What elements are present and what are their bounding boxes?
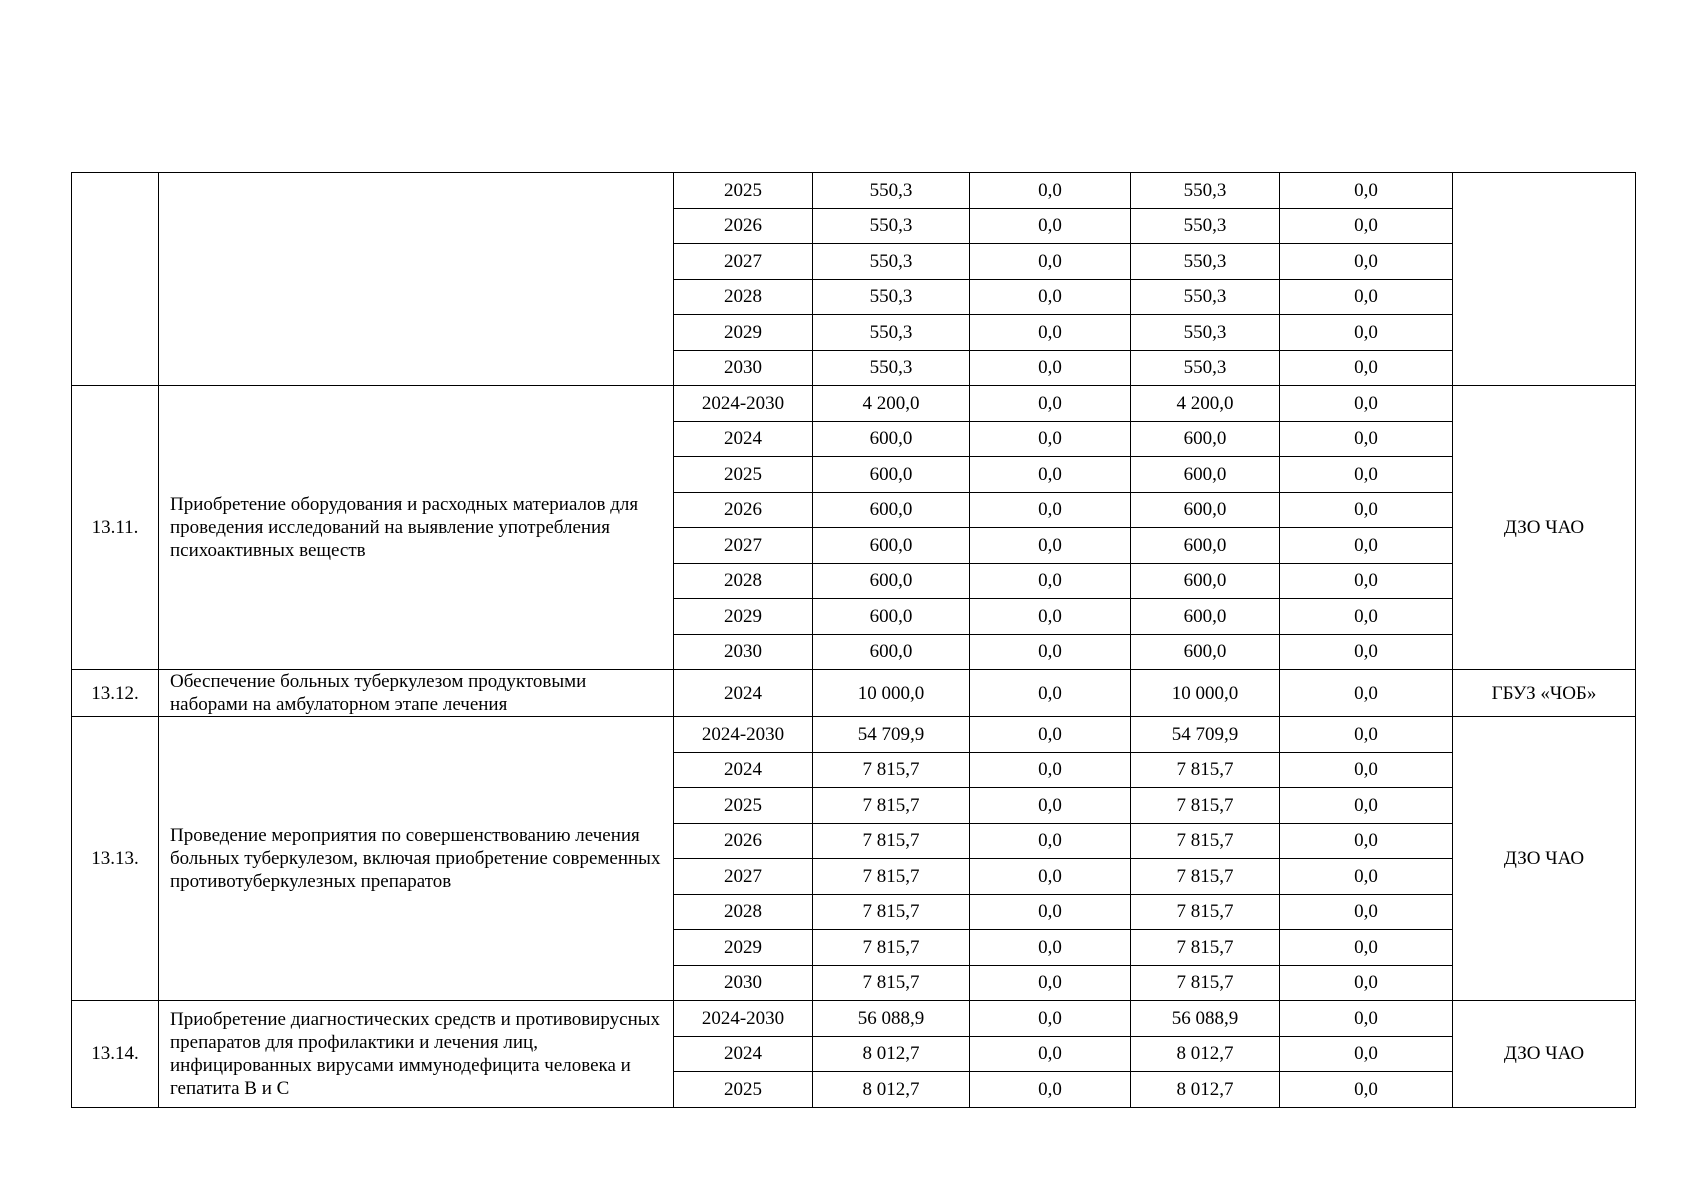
funding-cell-2: 4 200,0	[1131, 386, 1280, 422]
total-cell: 7 815,7	[813, 894, 970, 930]
total-cell: 600,0	[813, 457, 970, 493]
funding-cell-1: 0,0	[970, 752, 1131, 788]
year-cell: 2027	[674, 528, 813, 564]
funding-cell-2: 10 000,0	[1131, 670, 1280, 717]
funding-cell-1: 0,0	[970, 599, 1131, 635]
funding-cell-2: 8 012,7	[1131, 1036, 1280, 1072]
funding-cell-1: 0,0	[970, 173, 1131, 209]
funding-cell-2: 550,3	[1131, 244, 1280, 280]
funding-cell-3: 0,0	[1280, 315, 1453, 351]
funding-cell-2: 600,0	[1131, 563, 1280, 599]
item-number: 13.14.	[72, 1001, 159, 1108]
total-cell: 7 815,7	[813, 859, 970, 895]
funding-cell-2: 600,0	[1131, 634, 1280, 670]
executor-cell	[1453, 173, 1636, 386]
funding-cell-1: 0,0	[970, 859, 1131, 895]
funding-cell-1: 0,0	[970, 823, 1131, 859]
total-cell: 4 200,0	[813, 386, 970, 422]
total-cell: 550,3	[813, 315, 970, 351]
funding-cell-1: 0,0	[970, 1036, 1131, 1072]
year-cell: 2029	[674, 930, 813, 966]
funding-cell-2: 7 815,7	[1131, 823, 1280, 859]
table-row	[72, 1001, 1636, 1037]
funding-cell-3: 0,0	[1280, 1001, 1453, 1037]
executor-cell: ДЗО ЧАО	[1453, 717, 1636, 1001]
item-number: 13.11.	[72, 386, 159, 670]
funding-cell-2: 550,3	[1131, 279, 1280, 315]
year-cell: 2030	[674, 634, 813, 670]
year-cell: 2025	[674, 173, 813, 209]
funding-cell-3: 0,0	[1280, 208, 1453, 244]
funding-cell-2: 7 815,7	[1131, 859, 1280, 895]
funding-cell-3: 0,0	[1280, 930, 1453, 966]
total-cell: 600,0	[813, 634, 970, 670]
funding-cell-2: 7 815,7	[1131, 965, 1280, 1001]
funding-cell-3: 0,0	[1280, 492, 1453, 528]
funding-cell-3: 0,0	[1280, 894, 1453, 930]
funding-cell-1: 0,0	[970, 350, 1131, 386]
total-cell: 10 000,0	[813, 670, 970, 717]
funding-cell-3: 0,0	[1280, 823, 1453, 859]
funding-cell-2: 550,3	[1131, 173, 1280, 209]
total-cell: 550,3	[813, 208, 970, 244]
funding-cell-2: 600,0	[1131, 528, 1280, 564]
funding-cell-1: 0,0	[970, 930, 1131, 966]
funding-cell-3: 0,0	[1280, 421, 1453, 457]
funding-cell-3: 0,0	[1280, 350, 1453, 386]
funding-cell-3: 0,0	[1280, 752, 1453, 788]
funding-cell-1: 0,0	[970, 563, 1131, 599]
funding-cell-2: 600,0	[1131, 457, 1280, 493]
total-cell: 56 088,9	[813, 1001, 970, 1037]
year-cell: 2029	[674, 315, 813, 351]
total-cell: 550,3	[813, 244, 970, 280]
budget-table	[71, 172, 1636, 1108]
year-cell: 2030	[674, 965, 813, 1001]
funding-cell-2: 7 815,7	[1131, 788, 1280, 824]
item-description: Обеспечение больных туберкулезом продуктовыми наборами на амбулаторном этапе лечения	[159, 670, 674, 717]
funding-cell-1: 0,0	[970, 315, 1131, 351]
total-cell: 7 815,7	[813, 823, 970, 859]
total-cell: 600,0	[813, 563, 970, 599]
year-cell: 2028	[674, 894, 813, 930]
year-cell: 2026	[674, 492, 813, 528]
table-row	[72, 386, 1636, 422]
total-cell: 8 012,7	[813, 1072, 970, 1108]
funding-cell-3: 0,0	[1280, 173, 1453, 209]
year-cell: 2024	[674, 670, 813, 717]
funding-cell-1: 0,0	[970, 386, 1131, 422]
funding-cell-1: 0,0	[970, 421, 1131, 457]
funding-cell-2: 600,0	[1131, 492, 1280, 528]
year-cell: 2029	[674, 599, 813, 635]
total-cell: 550,3	[813, 350, 970, 386]
funding-cell-1: 0,0	[970, 1001, 1131, 1037]
total-cell: 8 012,7	[813, 1036, 970, 1072]
budget-table-body	[72, 173, 1636, 1108]
funding-cell-2: 600,0	[1131, 421, 1280, 457]
year-cell: 2024	[674, 752, 813, 788]
total-cell: 550,3	[813, 173, 970, 209]
table-row	[72, 670, 1636, 717]
total-cell: 600,0	[813, 528, 970, 564]
table-row	[72, 717, 1636, 753]
funding-cell-3: 0,0	[1280, 1072, 1453, 1108]
funding-cell-3: 0,0	[1280, 599, 1453, 635]
year-cell: 2028	[674, 279, 813, 315]
funding-cell-1: 0,0	[970, 528, 1131, 564]
funding-cell-3: 0,0	[1280, 859, 1453, 895]
year-cell: 2024	[674, 1036, 813, 1072]
funding-cell-2: 7 815,7	[1131, 894, 1280, 930]
funding-cell-3: 0,0	[1280, 244, 1453, 280]
funding-cell-3: 0,0	[1280, 788, 1453, 824]
year-cell: 2025	[674, 1072, 813, 1108]
table-row	[72, 173, 1636, 209]
total-cell: 54 709,9	[813, 717, 970, 753]
funding-cell-2: 600,0	[1131, 599, 1280, 635]
funding-cell-3: 0,0	[1280, 386, 1453, 422]
year-cell: 2026	[674, 823, 813, 859]
funding-cell-1: 0,0	[970, 670, 1131, 717]
item-description: Приобретение диагностических средств и противовирусных препаратов для профилактики и лечения лиц, инфицированных вирусами иммунодефицита человека и гепатита В и С	[159, 1001, 674, 1108]
item-number	[72, 173, 159, 386]
funding-cell-1: 0,0	[970, 279, 1131, 315]
total-cell: 600,0	[813, 421, 970, 457]
executor-cell: ДЗО ЧАО	[1453, 1001, 1636, 1108]
total-cell: 550,3	[813, 279, 970, 315]
funding-cell-2: 7 815,7	[1131, 930, 1280, 966]
funding-cell-2: 54 709,9	[1131, 717, 1280, 753]
funding-cell-1: 0,0	[970, 788, 1131, 824]
year-cell: 2030	[674, 350, 813, 386]
funding-cell-1: 0,0	[970, 244, 1131, 280]
funding-cell-1: 0,0	[970, 717, 1131, 753]
year-cell: 2027	[674, 244, 813, 280]
funding-cell-1: 0,0	[970, 634, 1131, 670]
funding-cell-2: 550,3	[1131, 315, 1280, 351]
funding-cell-2: 56 088,9	[1131, 1001, 1280, 1037]
funding-cell-3: 0,0	[1280, 634, 1453, 670]
funding-cell-2: 8 012,7	[1131, 1072, 1280, 1108]
total-cell: 600,0	[813, 492, 970, 528]
total-cell: 7 815,7	[813, 965, 970, 1001]
executor-cell: ГБУЗ «ЧОБ»	[1453, 670, 1636, 717]
total-cell: 7 815,7	[813, 788, 970, 824]
item-number: 13.13.	[72, 717, 159, 1001]
item-description: Приобретение оборудования и расходных материалов для проведения исследований на выявление употребления психоактивных веществ	[159, 386, 674, 670]
funding-cell-1: 0,0	[970, 208, 1131, 244]
year-cell: 2024-2030	[674, 717, 813, 753]
year-cell: 2026	[674, 208, 813, 244]
funding-cell-1: 0,0	[970, 1072, 1131, 1108]
funding-cell-3: 0,0	[1280, 670, 1453, 717]
executor-cell: ДЗО ЧАО	[1453, 386, 1636, 670]
funding-cell-3: 0,0	[1280, 717, 1453, 753]
year-cell: 2025	[674, 788, 813, 824]
item-description	[159, 173, 674, 386]
item-description: Проведение мероприятия по совершенствованию лечения больных туберкулезом, включая приобретение современных противотуберкулезных препаратов	[159, 717, 674, 1001]
funding-cell-3: 0,0	[1280, 279, 1453, 315]
total-cell: 7 815,7	[813, 752, 970, 788]
year-cell: 2024	[674, 421, 813, 457]
funding-cell-1: 0,0	[970, 894, 1131, 930]
funding-cell-3: 0,0	[1280, 528, 1453, 564]
funding-cell-3: 0,0	[1280, 965, 1453, 1001]
item-number: 13.12.	[72, 670, 159, 717]
funding-cell-1: 0,0	[970, 457, 1131, 493]
funding-cell-3: 0,0	[1280, 457, 1453, 493]
funding-cell-2: 550,3	[1131, 208, 1280, 244]
funding-cell-3: 0,0	[1280, 1036, 1453, 1072]
funding-cell-1: 0,0	[970, 492, 1131, 528]
year-cell: 2024-2030	[674, 386, 813, 422]
total-cell: 7 815,7	[813, 930, 970, 966]
year-cell: 2025	[674, 457, 813, 493]
funding-cell-2: 7 815,7	[1131, 752, 1280, 788]
funding-cell-2: 550,3	[1131, 350, 1280, 386]
year-cell: 2028	[674, 563, 813, 599]
year-cell: 2027	[674, 859, 813, 895]
total-cell: 600,0	[813, 599, 970, 635]
funding-cell-3: 0,0	[1280, 563, 1453, 599]
funding-cell-1: 0,0	[970, 965, 1131, 1001]
year-cell: 2024-2030	[674, 1001, 813, 1037]
